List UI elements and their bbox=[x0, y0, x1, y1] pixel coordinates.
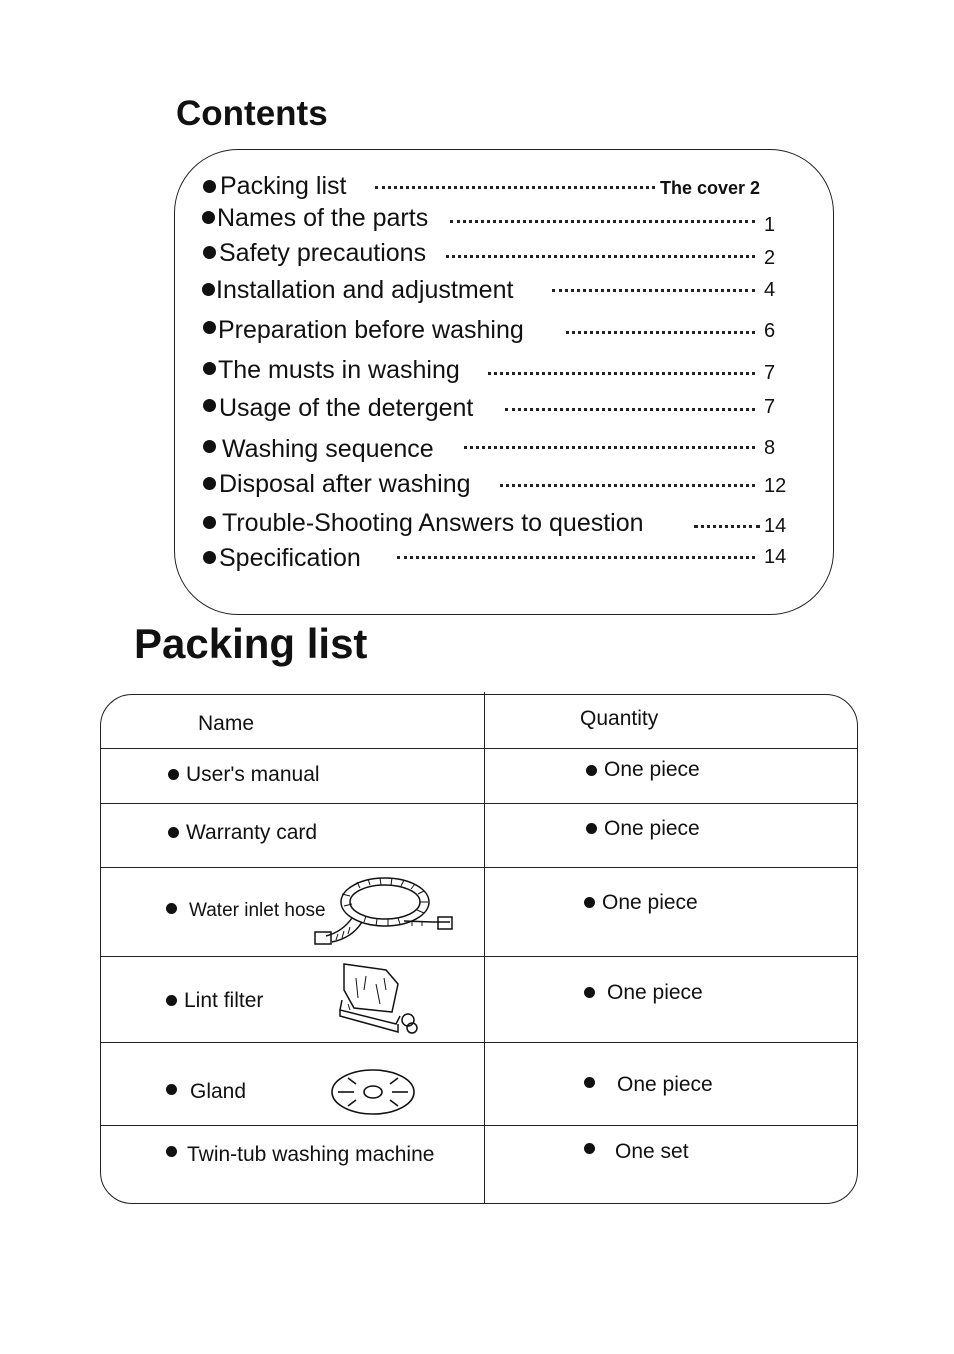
gland-icon bbox=[328, 1066, 418, 1123]
row-divider bbox=[100, 803, 858, 804]
item-quantity: One piece bbox=[604, 758, 700, 781]
bullet-icon bbox=[203, 440, 216, 453]
column-divider bbox=[484, 692, 485, 1204]
toc-item-page: 14 bbox=[764, 546, 787, 568]
hose-icon bbox=[312, 874, 458, 951]
toc-item-label: Specification bbox=[219, 544, 361, 572]
toc-item-page: 7 bbox=[764, 396, 776, 418]
item-quantity: One piece bbox=[617, 1073, 713, 1096]
item-quantity: One piece bbox=[604, 817, 700, 840]
leader-dots bbox=[488, 372, 755, 375]
leader-dots bbox=[566, 331, 755, 334]
item-name: Twin-tub washing machine bbox=[187, 1143, 435, 1166]
leader-dots bbox=[397, 556, 755, 559]
item-name: Lint filter bbox=[184, 989, 264, 1012]
leader-dots bbox=[500, 484, 755, 487]
item-name: User's manual bbox=[186, 763, 320, 786]
item-quantity: One set bbox=[615, 1140, 689, 1163]
bullet-icon bbox=[584, 1143, 595, 1154]
bullet-icon bbox=[166, 903, 177, 914]
leader-dots bbox=[446, 255, 755, 258]
toc-item-label: Safety precautions bbox=[219, 239, 427, 267]
toc-item-label: Packing list bbox=[220, 172, 347, 200]
bullet-icon bbox=[586, 765, 597, 776]
item-quantity: One piece bbox=[602, 891, 698, 914]
bullet-icon bbox=[202, 211, 215, 224]
bullet-icon bbox=[166, 1084, 177, 1095]
toc-item-page: The cover 2 bbox=[660, 178, 761, 198]
header-name: Name bbox=[198, 712, 255, 735]
toc-item-label: Names of the parts bbox=[217, 204, 429, 232]
row-divider bbox=[100, 748, 858, 749]
toc-item-label: The musts in washing bbox=[218, 356, 460, 384]
bullet-icon bbox=[202, 283, 215, 296]
bullet-icon bbox=[168, 769, 179, 780]
row-divider bbox=[100, 1042, 858, 1043]
toc-item-label: Disposal after washing bbox=[219, 470, 471, 498]
toc-item-label: Usage of the detergent bbox=[219, 394, 474, 422]
bullet-icon bbox=[168, 827, 179, 838]
header-quantity: Quantity bbox=[580, 707, 659, 730]
leader-dots bbox=[375, 186, 655, 189]
bullet-icon bbox=[584, 1077, 595, 1088]
bullet-icon bbox=[203, 399, 216, 412]
toc-item-page: 14 bbox=[764, 515, 787, 537]
item-name: Gland bbox=[190, 1080, 247, 1103]
leader-dots bbox=[450, 220, 755, 223]
toc-item-label: Washing sequence bbox=[222, 435, 434, 463]
row-divider bbox=[100, 956, 858, 957]
toc-item-page: 6 bbox=[764, 320, 776, 342]
contents-title: Contents bbox=[176, 94, 328, 133]
bullet-icon bbox=[586, 823, 597, 834]
toc-item-page: 7 bbox=[764, 362, 776, 384]
bullet-icon bbox=[584, 897, 595, 908]
leader-dots bbox=[505, 408, 755, 411]
bullet-icon bbox=[203, 477, 216, 490]
bullet-icon bbox=[203, 551, 216, 564]
toc-item-page: 2 bbox=[764, 247, 776, 269]
item-quantity: One piece bbox=[607, 981, 703, 1004]
bullet-icon bbox=[203, 321, 216, 334]
toc-item-page: 1 bbox=[764, 214, 776, 236]
toc-item-page: 4 bbox=[764, 279, 776, 301]
row-divider bbox=[100, 867, 858, 868]
toc-item-label: Installation and adjustment bbox=[216, 276, 514, 304]
bullet-icon bbox=[203, 246, 216, 259]
bullet-icon bbox=[203, 516, 216, 529]
leader-dots bbox=[464, 446, 755, 449]
toc-item-label: Trouble-Shooting Answers to question bbox=[222, 509, 644, 537]
packing-list-title: Packing list bbox=[134, 620, 368, 667]
item-name: Water inlet hose bbox=[189, 900, 326, 921]
leader-dots bbox=[694, 525, 760, 528]
leader-dots bbox=[552, 289, 755, 292]
bullet-icon bbox=[166, 1146, 177, 1157]
item-name: Warranty card bbox=[186, 821, 318, 844]
bullet-icon bbox=[203, 180, 216, 193]
bullet-icon bbox=[584, 987, 595, 998]
bullet-icon bbox=[203, 362, 216, 375]
toc-item-label: Preparation before washing bbox=[218, 316, 524, 344]
lint-filter-icon bbox=[336, 960, 422, 1043]
bullet-icon bbox=[166, 995, 177, 1006]
toc-item-page: 8 bbox=[764, 437, 776, 459]
toc-item-page: 12 bbox=[764, 475, 787, 497]
row-divider bbox=[100, 1125, 858, 1126]
